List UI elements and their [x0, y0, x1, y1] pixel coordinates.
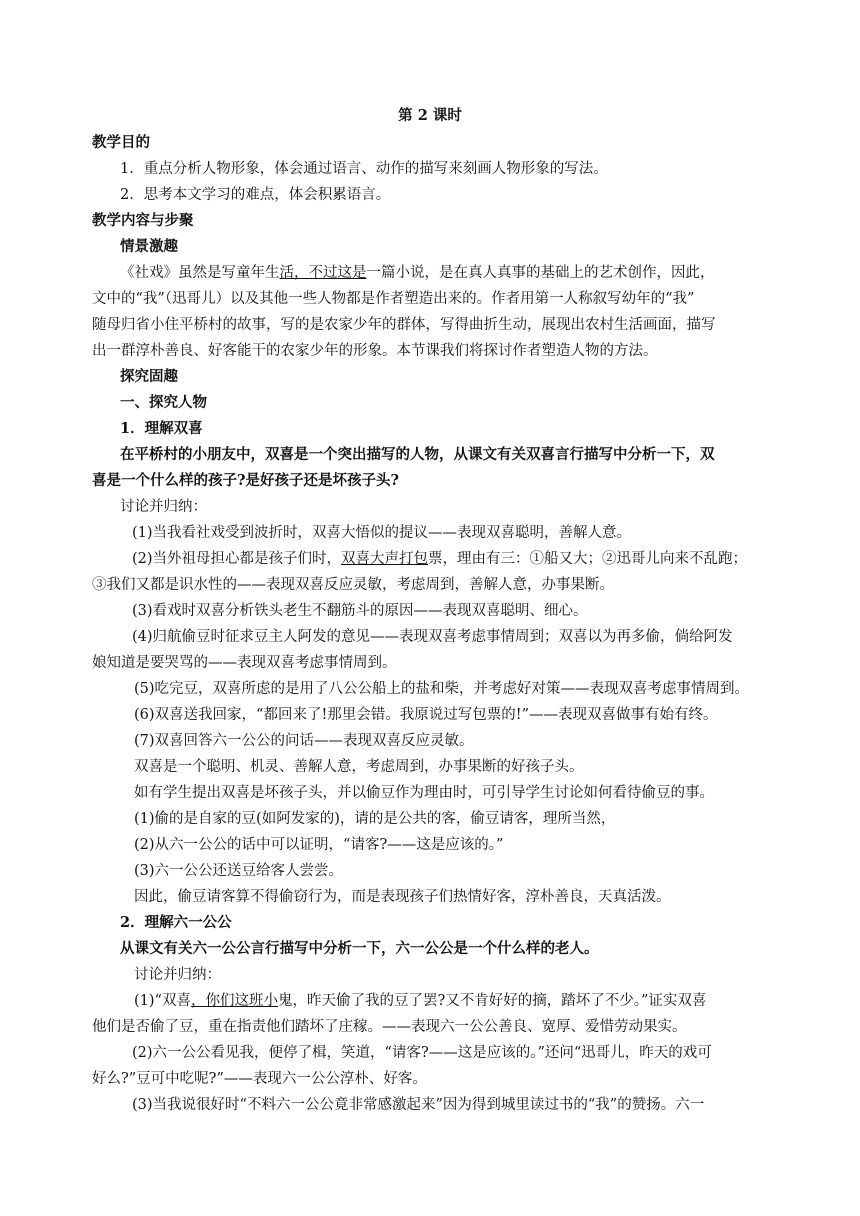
intro-line-4: 出一群淳朴善良、好客能干的农家少年的形象。本节课我们将探讨作者塑造人物的方法。: [92, 343, 658, 359]
intro-line-3: 随母归省小住平桥村的故事，写的是农家少年的群体，写得曲折生动，展现出农村生活画面，描写: [92, 317, 716, 333]
intro-text: 一篇小说，是在真人真事的基础上的艺术创作，因此，: [366, 265, 715, 281]
question-1-line-1: 在平桥村的小朋友中，双喜是一个突出描写的人物，从课文有关双喜言行描写中分析一下，双: [120, 446, 715, 463]
point-6: (6)双喜送我回家，“都回来了!那里会错。我原说过写包票的!”——表现双喜做事有始有终。: [134, 707, 718, 723]
reason-2-line-2: 好么?”豆可中吃呢?”——表现六一公公淳朴、好客。: [92, 1071, 427, 1087]
point-2-text: 票，理由有三：①船又大；②迅哥儿向来不乱跑；: [428, 551, 748, 567]
intro-line-1: [120, 263, 715, 283]
guide-point-3: (3)六一公公还送豆给客人尝尝。: [134, 863, 344, 879]
intro-line-2: 文中的“我”（迅哥儿）以及其他一些人物都是作者塑造出来的。作者用第一人称叙写幼年的“我”: [92, 291, 695, 307]
reason-2-line-1: (2)六一公公看见我，便停了楫，笑道，“请客?——这是应该的。”还问“迅哥儿，昨天的戏可: [132, 1045, 712, 1061]
heading-part1: 一、探究人物: [120, 394, 207, 411]
heading-purpose: 教学目的: [92, 134, 150, 151]
heading-sub2: 2．理解六一公公: [120, 914, 232, 931]
point-5: (5)吃完豆，双喜所虑的是用了八公公船上的盐和柴，并考虑好对策——表现双喜考虑事情周到。: [134, 681, 750, 697]
summary-2: 因此，偷豆请客算不得偷窃行为，而是表现孩子们热情好客，淳朴善良，天真活泼。: [134, 889, 671, 905]
point-2-underlined: 双喜大声打包: [341, 551, 429, 567]
purpose-item-2: 2．思考本文学习的难点，体会积累语言。: [120, 187, 391, 203]
guide-point-1: (1)偷的是自家的豆(如阿发家的)，请的是公共的客，偷豆请客，理所当然，: [134, 811, 616, 827]
page-title: 第 2 课时: [398, 107, 462, 124]
point-3: (3)看戏时双喜分析铁头老生不翻筋斗的原因——表现双喜聪明、细心。: [132, 603, 588, 619]
reason-1-line-1: [134, 991, 706, 1011]
intro-underlined: 活，不过这是: [279, 265, 367, 281]
point-4-line-2: 娘知道是要哭骂的——表现双喜考虑事情周到。: [92, 655, 397, 671]
reason-1-line-2: 他们是否偷了豆，重在指责他们踏坏了庄稼。——表现六一公公善良、宽厚、爱惜劳动果实。: [92, 1019, 687, 1035]
discuss-label-2: 讨论并归纳：: [134, 967, 221, 983]
discuss-label-1: 讨论并归纳：: [120, 499, 207, 515]
heading-scene: 情景激趣: [120, 238, 178, 255]
heading-content: 教学内容与步聚: [92, 212, 194, 229]
point-7: (7)双喜回答六一公公的问话——表现双喜反应灵敏。: [134, 733, 474, 749]
point-2-line-1: [132, 549, 747, 569]
point-2-line-2: ③我们又都是识水性的——表现双喜反应灵敏，考虑周到，善解人意，办事果断。: [92, 577, 614, 593]
reason-1-underlined: ，你们这班小: [190, 993, 278, 1009]
reason-3-line-1: (3)当我说很好时“不料六一公公竟非常感激起来”因为得到城里读过书的“我”的赞扬。六一: [132, 1097, 705, 1113]
question-2: 从课文有关六一公公言行描写中分析一下，六一公公是一个什么样的老人。: [120, 940, 599, 957]
guide-text: 如有学生提出双喜是坏孩子头，并以偷豆作为理由时，可引导学生讨论如何看待偷豆的事。: [134, 785, 714, 801]
summary-1: 双喜是一个聪明、机灵、善解人意，考虑周到，办事果断的好孩子头。: [134, 759, 584, 775]
point-1: (1)当我看社戏受到波折时，双喜大悟似的提议——表现双喜聪明，善解人意。: [132, 525, 632, 541]
guide-point-2: (2)从六一公公的话中可以证明，“请客?——这是应该的。”: [134, 837, 504, 853]
point-2-text: (2)当外祖母担心都是孩子们时，: [132, 551, 342, 567]
reason-1-text: 鬼，昨天偷了我的豆了罢?又不肯好好的摘，踏坏了不少。”证实双喜: [277, 993, 707, 1009]
point-4-line-1: (4)归航偷豆时征求豆主人阿发的意见——表现双喜考虑事情周到；双喜以为再多偷，倘给阿发: [132, 629, 733, 645]
heading-sub1: 1．理解双喜: [120, 420, 203, 437]
purpose-item-1: 1．重点分析人物形象，体会通过语言、动作的描写来刻画人物形象的写法。: [120, 161, 608, 177]
heading-explore: 探究固趣: [120, 368, 178, 385]
intro-text: 《社戏》虽然是写童年生: [120, 265, 280, 281]
reason-1-text: (1)“双喜: [134, 993, 191, 1009]
question-1-line-2: 喜是一个什么样的孩子?是好孩子还是坏孩子头?: [92, 472, 399, 489]
